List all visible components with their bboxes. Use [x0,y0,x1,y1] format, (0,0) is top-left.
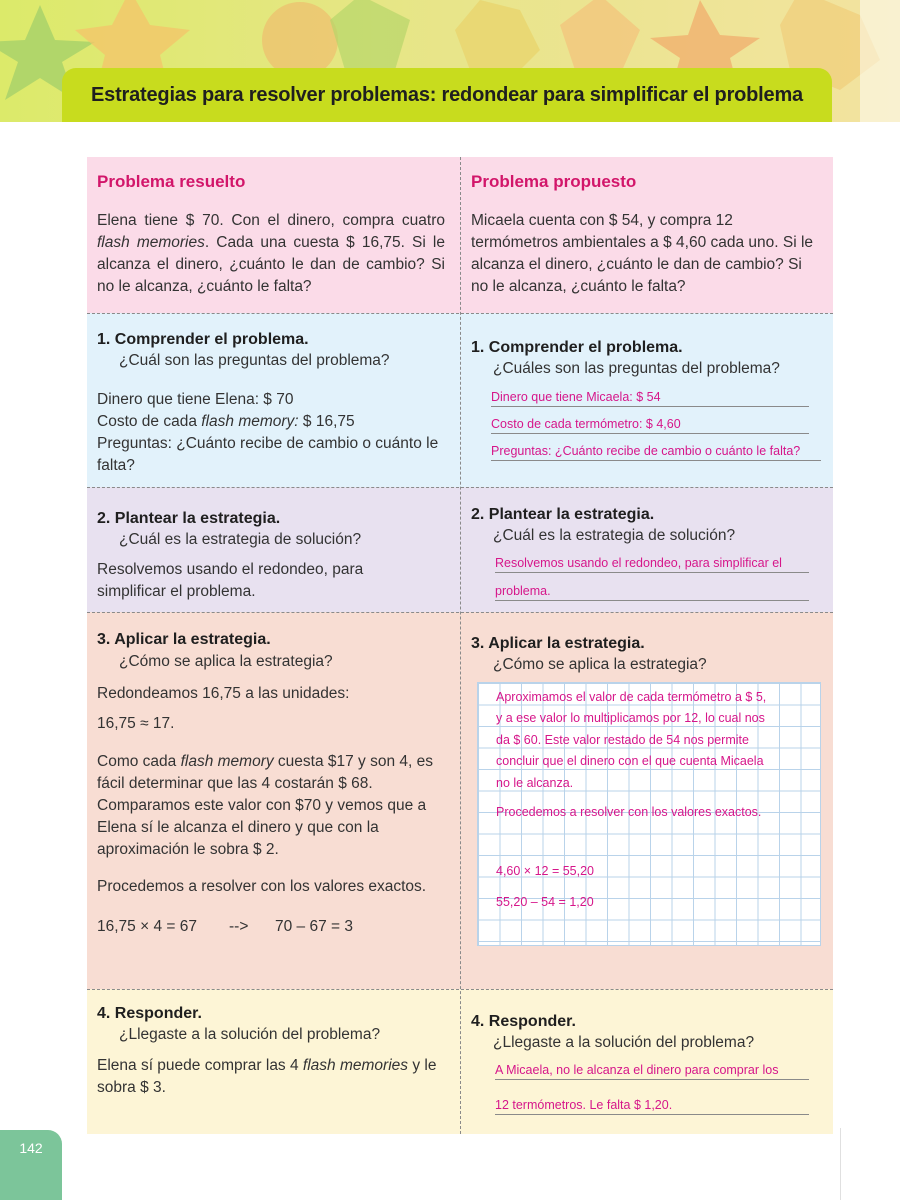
arrow-icon: --> [229,918,249,935]
left-step3-line2: 16,75 ≈ 17. [97,715,175,732]
right-step3-title: 3. Aplicar la estrategia. [471,635,645,652]
right-step1-answer3: Preguntas: ¿Cuánto recibe de cambio o cuánto le falta? [491,443,821,461]
notebook-line2: y a ese valor lo multiplicamos por 12, lo cual nos [496,711,765,725]
left-step2-answer: Resolvemos usando el redondeo, para simplificar el problema. [97,561,364,600]
left-step3-line1: Redondeamos 16,75 a las unidades: [97,685,350,702]
page-title: Estrategias para resolver problemas: redondear para simplificar el problema [91,83,803,106]
left-step3-paragraph: Como cada flash memory cuesta $17 y son 4, es fácil determinar que las 4 costarán $ 68. Comparamos este valor con $70 y vemos que a Elena sí le alcanza el dinero y que con la aproximación le sobra $ 2. [97,753,434,858]
left-step1-line3: Preguntas: ¿Cuánto recibe de cambio o cuánto le falta? [97,435,439,474]
left-step2-question: ¿Cuál es la estrategia de solución? [119,531,362,548]
right-step2-answer1: Resolvemos usando el redondeo, para simplificar el [495,555,809,573]
left-step4-question: ¿Llegaste a la solución del problema? [119,1026,381,1043]
title-bar [62,68,832,122]
proposed-problem-text: Micaela cuenta con $ 54, y compra 12 termómetros ambientales a $ 4,60 cada uno. Si le alcanza el dinero, ¿cuánto le dan de cambio? Si no le alcanza, ¿cuánto le falta? [471,212,814,295]
left-step3-exact: Procedemos a resolver con los valores exactos. [97,878,427,895]
notebook-line4: concluir que el dinero con el que cuenta Micaela [496,754,764,768]
left-step3-question: ¿Cómo se aplica la estrategia? [119,653,333,670]
right-step2-question: ¿Cuál es la estrategia de solución? [493,527,736,544]
page-number: 142 [0,1130,62,1200]
notebook-calc1: 4,60 × 12 = 55,20 [496,864,595,878]
left-step1-line2: Costo de cada flash memory: $ 16,75 [97,413,355,430]
right-step1-question: ¿Cuáles son las preguntas del problema? [493,360,780,377]
left-step1-title: 1. Comprender el problema. [97,331,309,348]
left-step1-question: ¿Cuál son las preguntas del problema? [119,352,390,369]
solved-problem-text: Elena tiene $ 70. Con el dinero, compra cuatro flash memories. Cada una cuesta $ 16,75. Si le alcanza el dinero, ¿cuánto le dan de cambio? Si no le alcanza, ¿cuánto le falta? [97,212,445,295]
right-step2-answer2: problema. [495,583,809,601]
notebook-line6: Procedemos a resolver con los valores exactos. [496,805,762,819]
right-step4-answer2: 12 termómetros. Le falta $ 1,20. [495,1097,809,1115]
column-divider [460,157,461,1134]
notebook-calc2: 55,20 – 54 = 1,20 [496,895,594,909]
right-step4-answer1: A Micaela, no le alcanza el dinero para comprar los [495,1062,809,1080]
solved-heading: Problema resuelto [97,172,246,191]
left-step3-calc2: 70 – 67 = 3 [275,918,353,935]
proposed-heading: Problema propuesto [471,172,637,191]
right-step1-answer1: Dinero que tiene Micaela: $ 54 [491,389,809,407]
left-step4-answer: Elena sí puede comprar las 4 flash memories y le sobra $ 3. [97,1057,437,1096]
left-step1-line1: Dinero que tiene Elena: $ 70 [97,391,294,408]
problem-grid [87,157,833,1134]
left-step3-calc1: 16,75 × 4 = 67 [97,918,197,935]
right-step1-answer2: Costo de cada termómetro: $ 4,60 [491,416,809,434]
left-step4-title: 4. Responder. [97,1005,202,1022]
notebook-line5: no le alcanza. [496,776,574,790]
header-banner [0,0,900,122]
left-step3-title: 3. Aplicar la estrategia. [97,631,271,648]
notebook-grid [477,682,821,946]
right-step1-title: 1. Comprender el problema. [471,339,683,356]
right-step3-question: ¿Cómo se aplica la estrategia? [493,656,707,673]
right-step4-title: 4. Responder. [471,1013,576,1030]
page-edge [840,1128,841,1200]
left-step2-title: 2. Plantear la estrategia. [97,510,281,527]
right-step4-question: ¿Llegaste a la solución del problema? [493,1034,755,1051]
notebook-line3: da $ 60. Este valor restado de 54 nos permite [496,733,749,747]
right-step2-title: 2. Plantear la estrategia. [471,506,655,523]
notebook-line1: Aproximamos el valor de cada termómetro a $ 5, [496,690,767,704]
